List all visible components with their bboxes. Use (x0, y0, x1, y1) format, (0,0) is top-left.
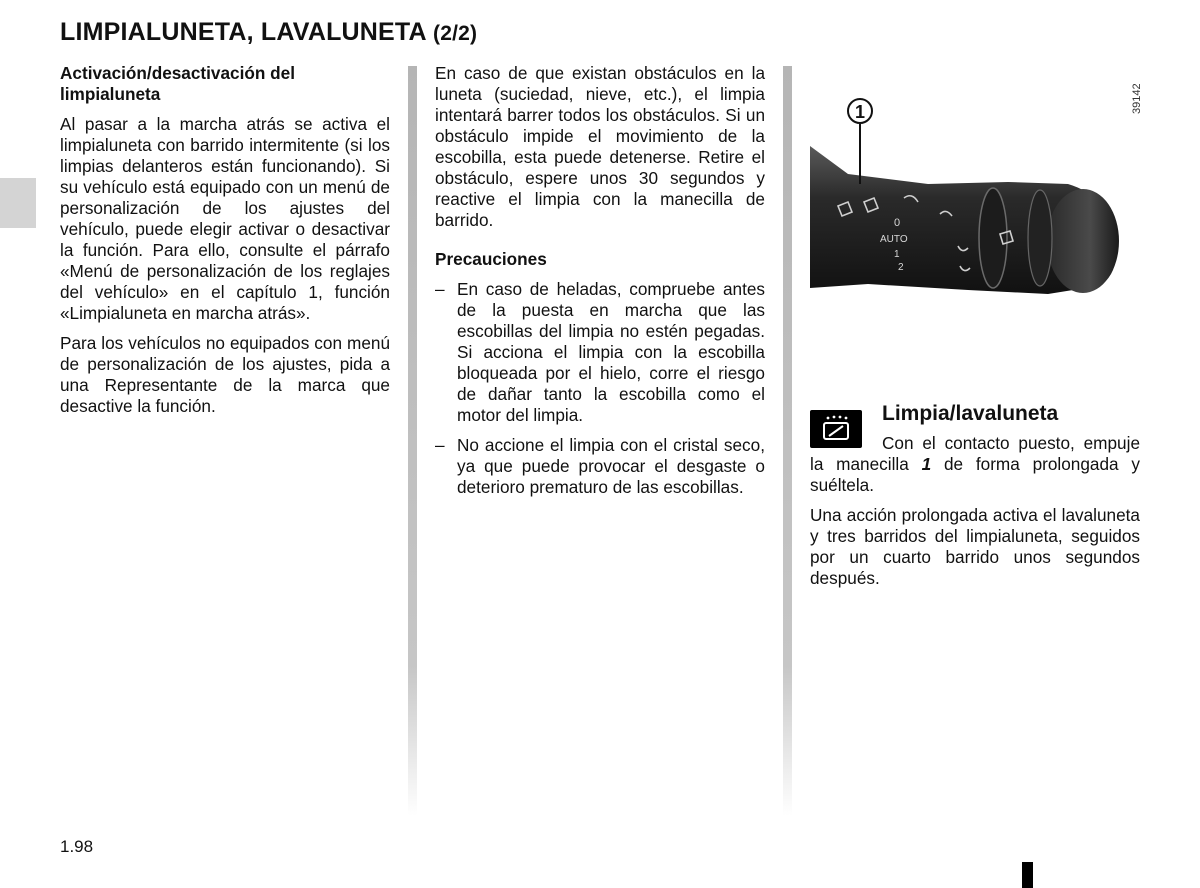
stalk-label: 2 (898, 262, 904, 273)
stalk-label: 0 (894, 217, 901, 229)
washer-paragraph-2: Una acción prolongada activa el lavaluneta y tres barridos del limpialuneta, seguidos por un cuarto barrido unos segundos después. (810, 505, 1140, 588)
activation-paragraph-2: Para los vehículos no equipados con menú de personalización de los ajustes, pida a una Representante de la marca que desactive la función. (60, 333, 390, 416)
activation-paragraph-1: Al pasar a la marcha atrás se activa el limpialuneta con barrido intermitente (si los limpias delanteros están funcionando). Si su vehículo está equipado con un menú de personalización de los ajustes del vehículo, puede elegir activar o desactivar la función. Para ello, consulte el párrafo «Menú de personalización de los reglajes del vehículo» en el capítulo 1, función «Limpialuneta en marcha atrás». (60, 114, 390, 323)
figure-code (1118, 70, 1148, 116)
washer-text-a: Con el contacto puesto, empuje la manecilla (810, 433, 1140, 474)
page-edge-marker (1022, 862, 1033, 888)
callout-number: 1 (854, 102, 866, 122)
chapter-side-tab (0, 178, 36, 228)
column-separator-2 (783, 66, 792, 816)
section-title: Limpia/lavaluneta (882, 402, 1059, 425)
column-left (60, 63, 390, 426)
washer-paragraph-1 (810, 433, 1140, 496)
obstacles-paragraph: En caso de que existan obstáculos en la luneta (suciedad, nieve, etc.), el limpia intentará barrer todos los obstáculos. Si un obstáculo impide el movimiento de la escobilla, esta puede detenerse. Retire el obstáculo, espere unos 30 segundos y reactive el limpia con la manecilla de barrido. (435, 63, 765, 230)
title-suffix: (2/2) (433, 22, 478, 45)
activation-heading: Activación/desactivación del limpialuneta (60, 63, 295, 104)
figure-code-text: 39142 (1131, 83, 1143, 114)
list-item: – No accione el limpia con el cristal seco, ya que puede provocar el desgaste o deterioro prematuro de las escobillas. (435, 435, 765, 498)
title-main: LIMPIALUNETA, LAVALUNETA (60, 18, 434, 46)
column-separator-1 (408, 66, 417, 816)
precautions-list (435, 279, 765, 498)
page-title (60, 18, 477, 47)
column-right (810, 433, 1140, 598)
stalk-label: AUTO (880, 234, 908, 245)
precautions-heading: Precauciones (435, 249, 547, 269)
stalk-reference: 1 (921, 454, 932, 474)
wiper-stalk-illustration (808, 66, 1140, 328)
stalk-label: 1 (894, 249, 900, 260)
column-middle (435, 63, 765, 507)
page-number: 1.98 (60, 837, 94, 856)
list-item: – En caso de heladas, compruebe antes de la puesta en marcha que las escobillas del limpia no estén pegadas. Si acciona el limpia con la escobilla bloqueada por el hielo, corre el riesgo de dañar tanto la escobilla como el motor del limpia. (435, 279, 765, 426)
washer-text-b: de forma prolongada y suéltela. (810, 454, 1140, 495)
